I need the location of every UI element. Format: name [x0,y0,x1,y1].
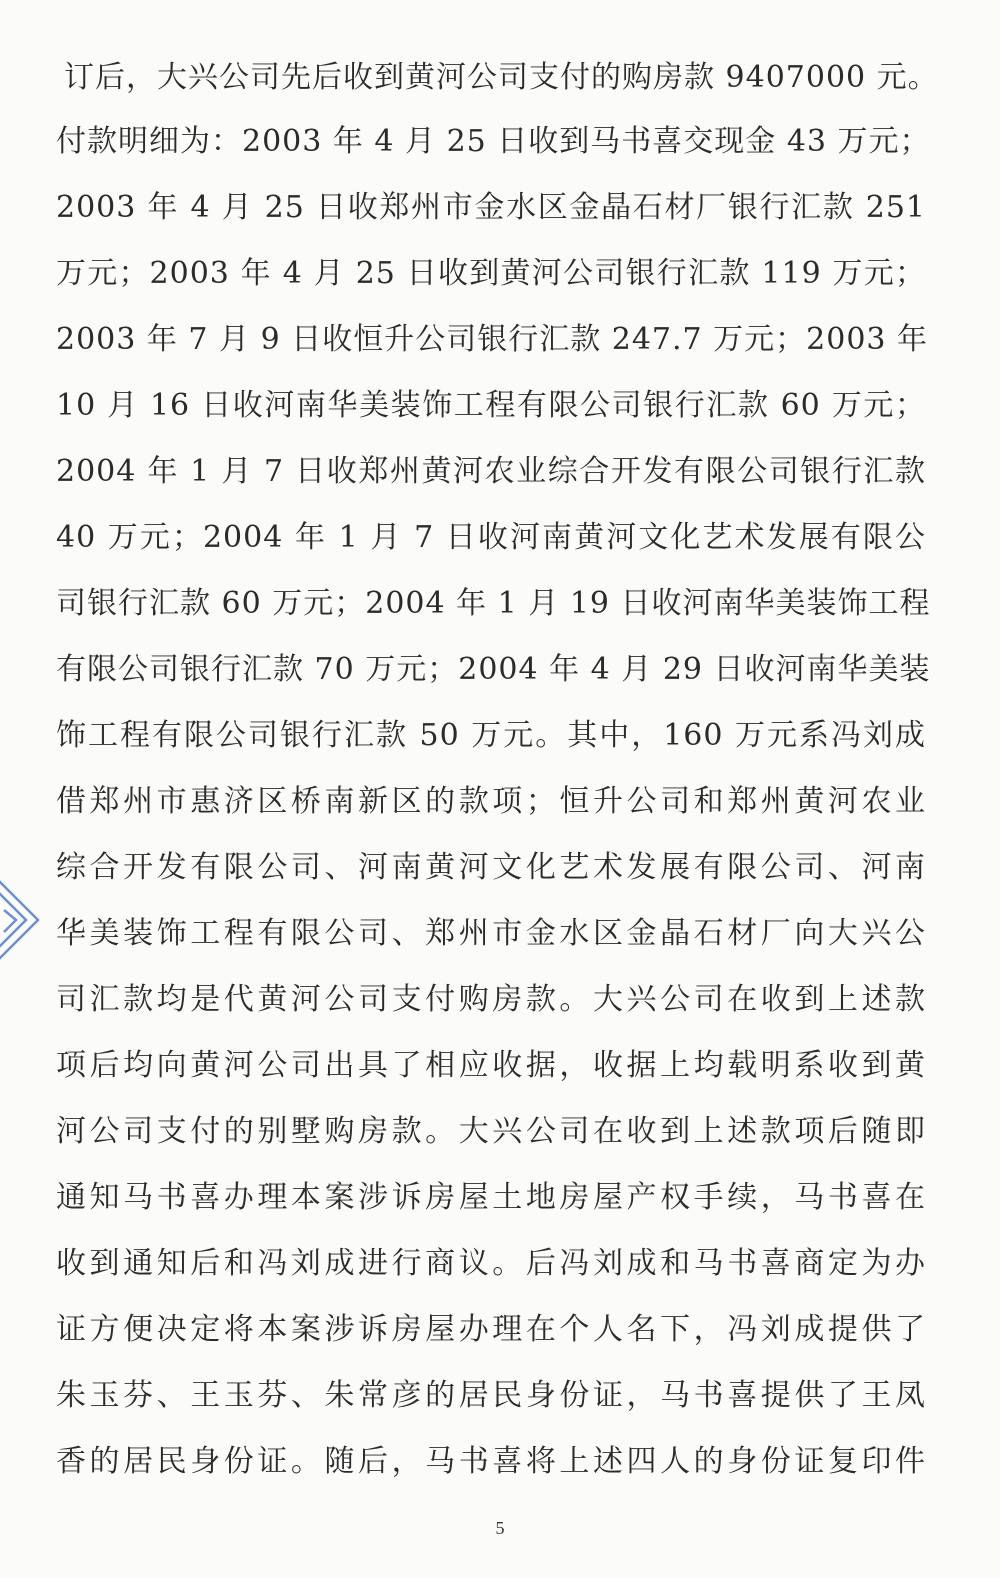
text-line: 华美装饰工程有限公司、郑州市金水区金晶石材厂向大兴公 [56,916,926,951]
text-line: 40 万元；2004 年 1 月 7 日收河南黄河文化艺术发展有限公 [56,520,926,555]
text-line: 有限公司银行汇款 70 万元；2004 年 4 月 29 日收河南华美装 [56,652,931,687]
text-line: 朱玉芬、王玉芬、朱常彦的居民身份证，马书喜提供了王凤 [56,1378,926,1413]
text-line: 订后，大兴公司先后收到黄河公司支付的购房款 9407000 元。 [64,60,939,95]
text-line: 证方便决定将本案涉诉房屋办理在个人名下，冯刘成提供了 [56,1312,926,1347]
text-line: 2003 年 4 月 25 日收郑州市金水区金晶石材厂银行汇款 251 [56,190,926,225]
text-line: 2003 年 7 月 9 日收恒升公司银行汇款 247.7 万元；2003 年 [56,322,929,357]
text-line: 饰工程有限公司银行汇款 50 万元。其中，160 万元系冯刘成 [56,718,926,753]
text-line: 综合开发有限公司、河南黄河文化艺术发展有限公司、河南 [56,850,926,885]
text-line: 万元；2003 年 4 月 25 日收到黄河公司银行汇款 119 万元； [56,256,926,291]
text-line: 司银行汇款 60 万元；2004 年 1 月 19 日收河南华美装饰工程 [56,586,931,621]
text-line: 付款明细为：2003 年 4 月 25 日收到马书喜交现金 43 万元； [56,124,931,159]
text-line: 香的居民身份证。随后，马书喜将上述四人的身份证复印件 [56,1444,926,1479]
text-line: 借郑州市惠济区桥南新区的款项；恒升公司和郑州黄河农业 [56,784,926,819]
text-line: 2004 年 1 月 7 日收郑州黄河农业综合开发有限公司银行汇款 [56,454,926,489]
text-line: 项后均向黄河公司出具了相应收据，收据上均载明系收到黄 [56,1048,926,1083]
seal-stamp-fragment [0,880,40,960]
text-line: 河公司支付的别墅购房款。大兴公司在收到上述款项后随即 [56,1114,926,1149]
page-number: 5 [495,1518,505,1538]
text-line: 司汇款均是代黄河公司支付购房款。大兴公司在收到上述款 [56,982,926,1017]
text-line: 收到通知后和冯刘成进行商议。后冯刘成和马书喜商定为办 [56,1246,926,1281]
text-line: 通知马书喜办理本案涉诉房屋土地房屋产权手续，马书喜在 [56,1180,926,1215]
text-line: 10 月 16 日收河南华美装饰工程有限公司银行汇款 60 万元； [56,388,926,423]
